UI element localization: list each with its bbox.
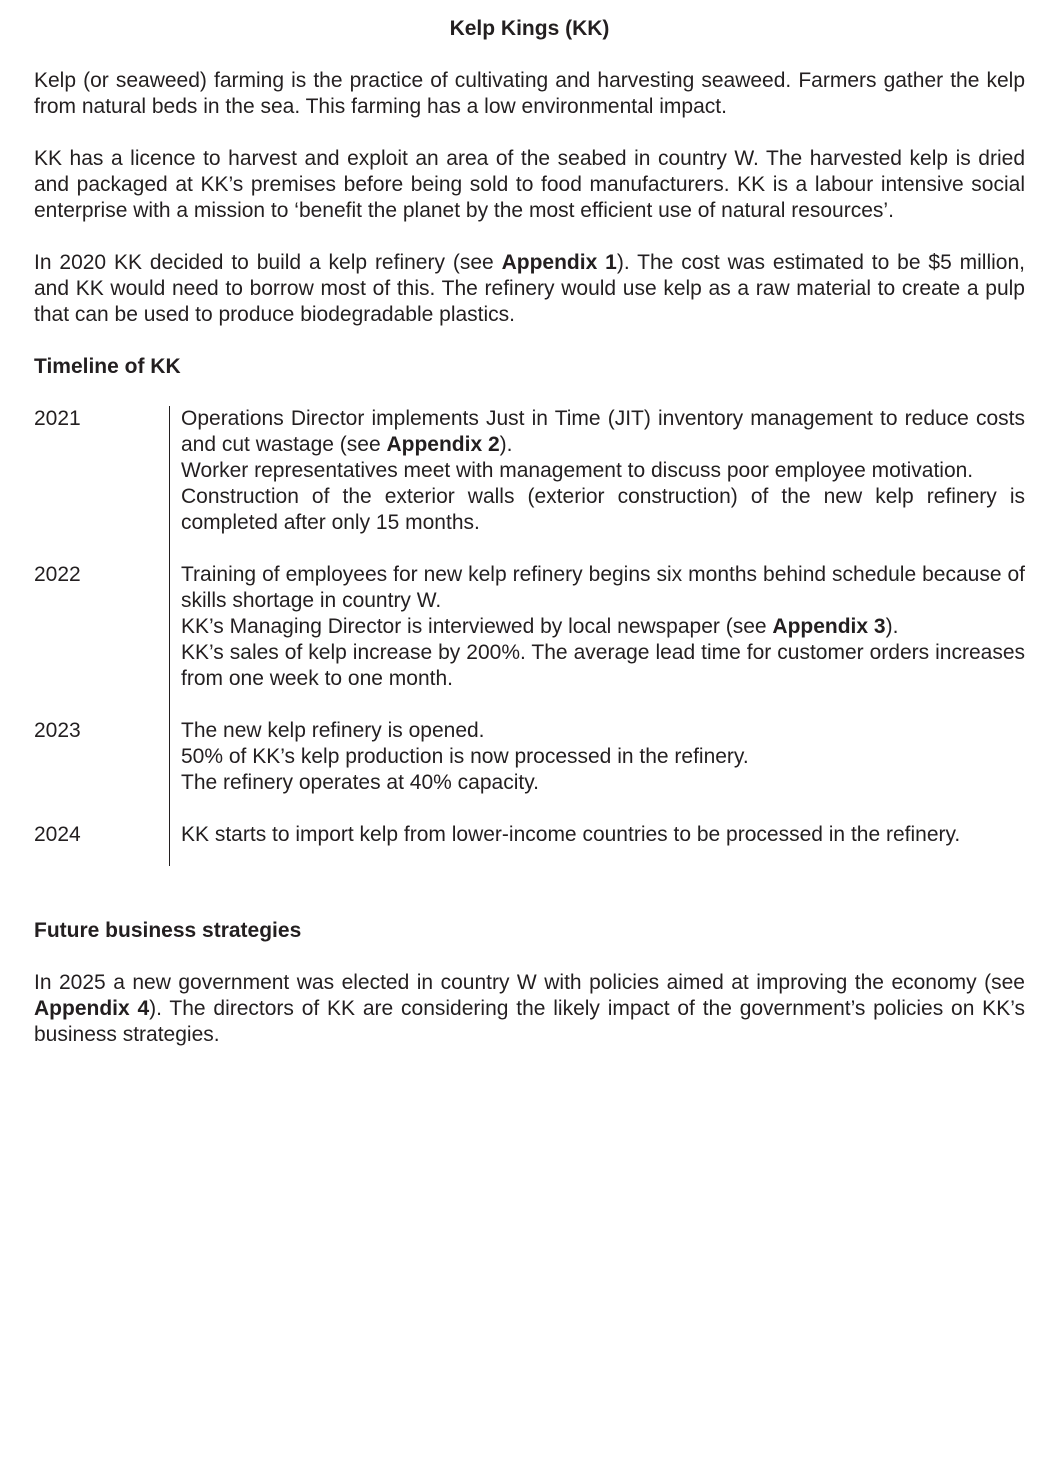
- document-title: Kelp Kings (KK): [449, 17, 610, 40]
- text-span: KK’s Managing Director is interviewed by local newspaper (see: [181, 615, 773, 638]
- appendix-2-reference: Appendix 2: [386, 433, 500, 456]
- text-span: In 2020 KK decided to build a kelp refinery (see: [34, 251, 502, 274]
- intro-paragraph-2: KK has a licence to harvest and exploit an area of the seabed in country W. The harvested kelp is dried and packaged at KK’s premises before being sold to food manufacturers. KK is a labour intensive social enterprise with a mission to ‘benefit the planet by the most efficient use of natural resources’.: [34, 147, 1025, 222]
- timeline-year: 2022: [34, 563, 81, 586]
- text-span: Operations Director implements Just in Time (JIT) inventory management to reduce costs and cut wastage (see: [181, 407, 1025, 456]
- timeline-event: Worker representatives meet with management to discuss poor employee motivation.: [181, 459, 974, 482]
- timeline-event: 50% of KK’s kelp production is now processed in the refinery.: [181, 745, 749, 768]
- timeline-events: [169, 718, 1025, 822]
- timeline-event: KK’s sales of kelp increase by 200%. The average lead time for customer orders increases from one week to one month.: [181, 641, 1025, 690]
- timeline-event: Training of employees for new kelp refinery begins six months behind schedule because of skills shortage in country W.: [181, 563, 1025, 612]
- timeline-year: 2024: [34, 823, 81, 846]
- appendix-3-reference: Appendix 3: [772, 615, 886, 638]
- timeline-event: [181, 406, 1025, 458]
- appendix-4-reference: Appendix 4: [34, 997, 150, 1020]
- appendix-1-reference: Appendix 1: [501, 251, 617, 274]
- document-page: [34, 16, 1025, 1048]
- future-strategies-paragraph: [34, 970, 1025, 1048]
- timeline-entry-2023: [34, 718, 1025, 822]
- text-span: In 2025 a new government was elected in country W with policies aimed at improving the economy (see: [34, 971, 1025, 994]
- text-span: ). The directors of KK are considering the likely impact of the government’s policies on KK’s business strategies.: [34, 997, 1025, 1046]
- timeline-event: Construction of the exterior walls (exterior construction) of the new kelp refinery is completed after only 15 months.: [181, 485, 1025, 534]
- timeline-entry-2022: [34, 562, 1025, 718]
- text-span: ). The cost was estimated to be $5 million, and KK would need to borrow most of this. The refinery would use kelp as a raw material to create a pulp that can be used to produce biodegradable plastics.: [34, 251, 1025, 326]
- timeline-year: 2023: [34, 719, 81, 742]
- timeline-events: [169, 822, 1025, 866]
- timeline-event: KK starts to import kelp from lower-income countries to be processed in the refinery.: [181, 823, 961, 846]
- timeline-event: The new kelp refinery is opened.: [181, 719, 485, 742]
- timeline-heading: Timeline of KK: [34, 355, 181, 378]
- timeline-entry-2024: [34, 822, 1025, 866]
- timeline-entry-2021: [34, 406, 1025, 562]
- intro-paragraph-1: Kelp (or seaweed) farming is the practice of cultivating and harvesting seaweed. Farmers gather the kelp from natural beds in the sea. This farming has a low environmental impact.: [34, 69, 1025, 118]
- timeline-events: [169, 406, 1025, 562]
- intro-paragraph-3: [34, 250, 1025, 328]
- future-strategies-heading: Future business strategies: [34, 919, 302, 942]
- timeline-year: 2021: [34, 407, 81, 430]
- timeline-events: [169, 562, 1025, 718]
- timeline-event: The refinery operates at 40% capacity.: [181, 771, 539, 794]
- timeline-event: [181, 614, 1025, 640]
- timeline: [34, 406, 1025, 866]
- text-span: ).: [885, 615, 899, 638]
- text-span: ).: [499, 433, 513, 456]
